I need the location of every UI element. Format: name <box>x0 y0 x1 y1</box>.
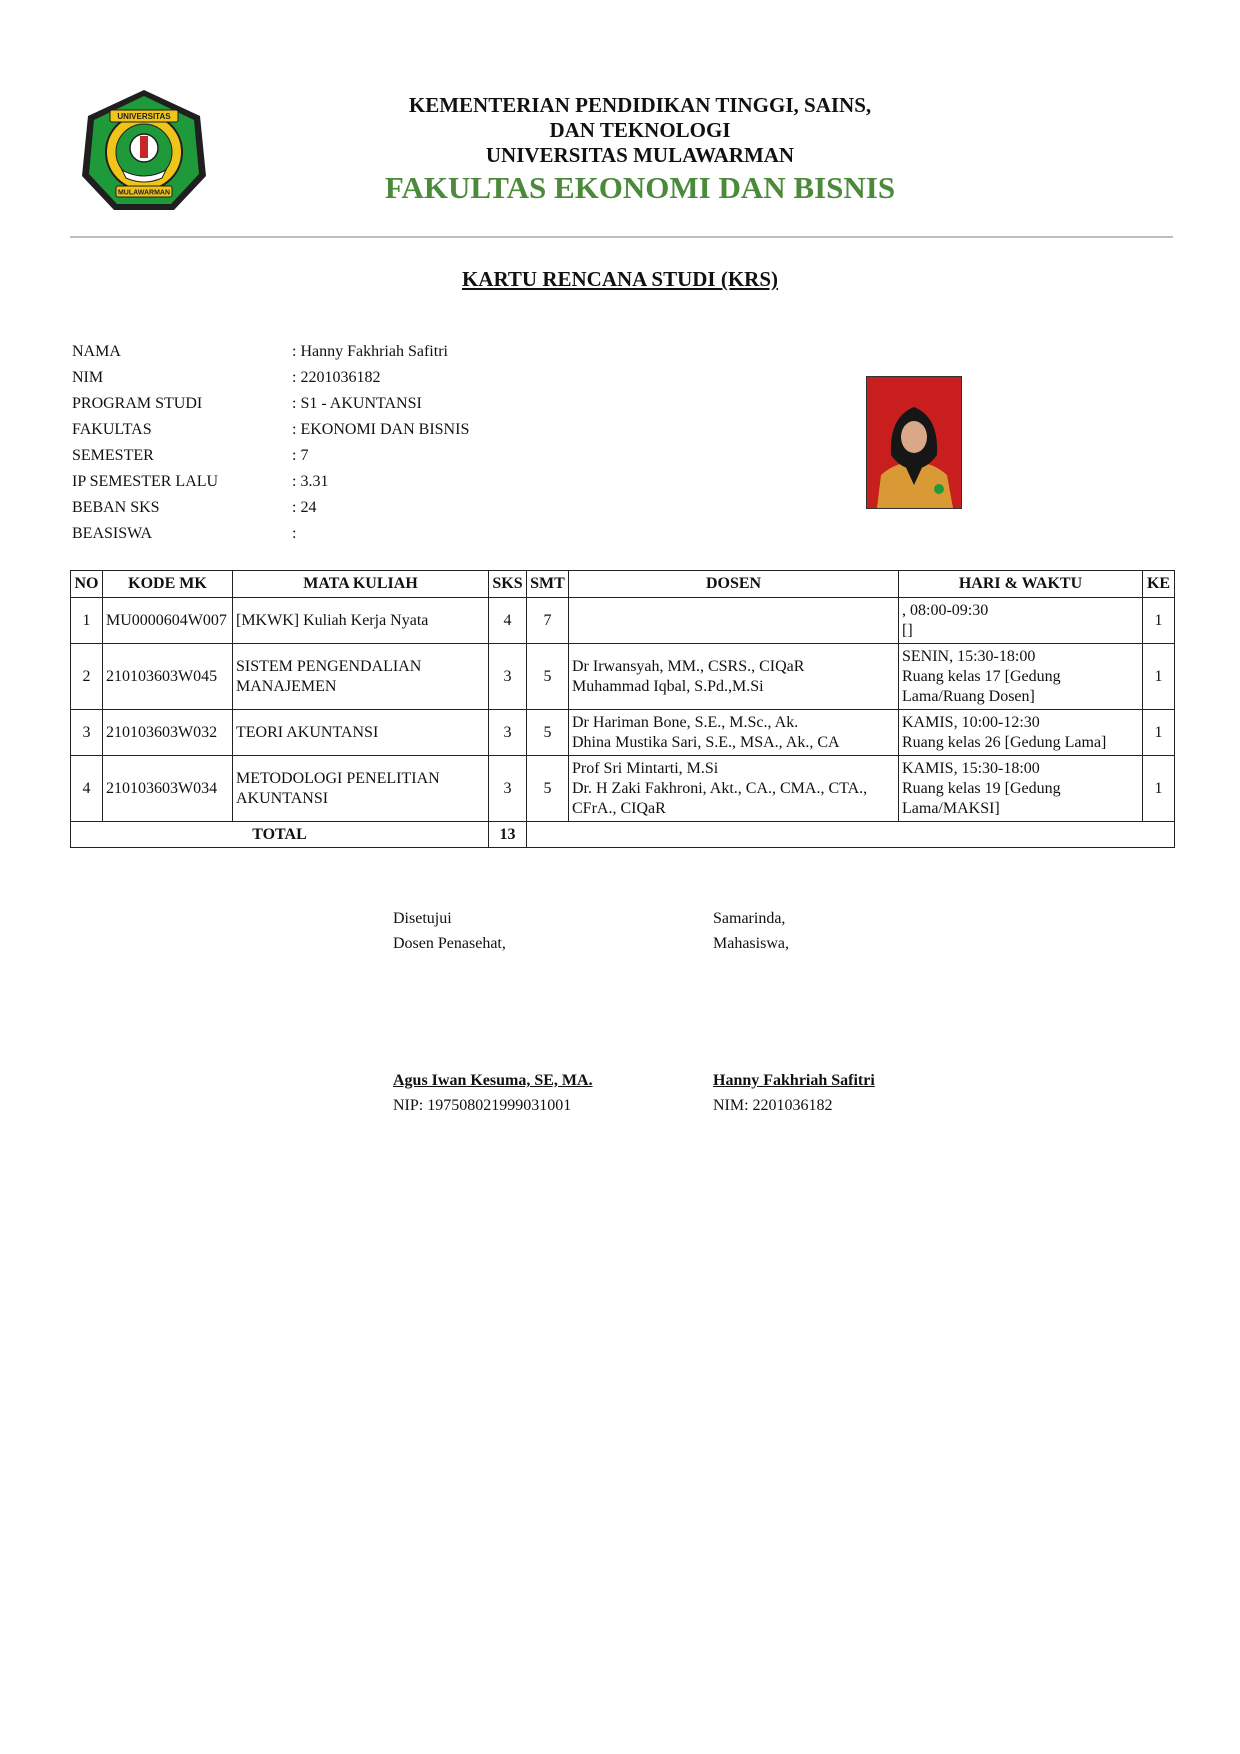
cell-kode-mk: 210103603W045 <box>103 644 233 710</box>
ministry-line-2: DAN TEKNOLOGI <box>549 118 731 142</box>
signature-space <box>713 956 875 1068</box>
cell-sks: 3 <box>489 756 527 822</box>
cell-mata-kuliah: METODOLOGI PENELITIAN AKUNTANSI <box>233 756 489 822</box>
info-value: : Hanny Fakhriah Safitri <box>292 343 448 360</box>
cell-hari-waktu: KAMIS, 10:00-12:30 Ruang kelas 26 [Gedung Lama] <box>899 710 1143 756</box>
advisor-nip: NIP: 197508021999031001 <box>393 1097 572 1114</box>
info-value: : 2201036182 <box>292 369 381 386</box>
info-value: : 7 <box>292 447 309 464</box>
total-empty-cell <box>527 822 1175 848</box>
cell-mata-kuliah: TEORI AKUNTANSI <box>233 710 489 756</box>
info-row-program-studi <box>72 391 469 417</box>
info-value: : 3.31 <box>292 473 329 490</box>
student-info <box>72 339 469 547</box>
info-label: BEASISWA <box>72 525 153 542</box>
student-city-label: Samarinda, <box>713 910 786 927</box>
cell-smt: 5 <box>527 710 569 756</box>
info-row-semester <box>72 443 469 469</box>
info-value: : S1 - AKUNTANSI <box>292 395 422 412</box>
krs-table <box>70 570 1175 848</box>
table-row <box>71 710 1175 756</box>
cell-kode-mk: MU0000604W007 <box>103 598 233 644</box>
col-header-ke: KE <box>1143 571 1175 598</box>
cell-no: 1 <box>71 598 103 644</box>
col-header-no: NO <box>71 571 103 598</box>
cell-mata-kuliah: [MKWK] Kuliah Kerja Nyata <box>233 598 489 644</box>
info-row-fakultas <box>72 417 469 443</box>
col-header-hari-waktu: HARI & WAKTU <box>899 571 1143 598</box>
col-header-dosen: DOSEN <box>569 571 899 598</box>
university-name: UNIVERSITAS MULAWARMAN <box>485 143 795 167</box>
cell-dosen <box>569 598 899 644</box>
info-label: PROGRAM STUDI <box>72 395 203 412</box>
cell-ke: 1 <box>1143 598 1175 644</box>
info-label: FAKULTAS <box>72 421 152 438</box>
table-row <box>71 756 1175 822</box>
cell-sks: 4 <box>489 598 527 644</box>
cell-kode-mk: 210103603W032 <box>103 710 233 756</box>
cell-hari-waktu: KAMIS, 15:30-18:00 Ruang kelas 19 [Gedung Lama/MAKSI] <box>899 756 1143 822</box>
info-row-ip <box>72 469 469 495</box>
cell-no: 2 <box>71 644 103 710</box>
col-header-smt: SMT <box>527 571 569 598</box>
cell-smt: 7 <box>527 598 569 644</box>
cell-smt: 5 <box>527 756 569 822</box>
info-label: SEMESTER <box>72 447 154 464</box>
student-signature-nim: NIM: 2201036182 <box>713 1097 833 1114</box>
info-row-beban-sks <box>72 495 469 521</box>
info-row-nama <box>72 339 469 365</box>
cell-kode-mk: 210103603W034 <box>103 756 233 822</box>
advisor-role-label: Dosen Penasehat, <box>393 935 506 952</box>
info-row-beasiswa <box>72 521 469 547</box>
info-label: NAMA <box>72 343 121 360</box>
page-title: KARTU RENCANA STUDI (KRS) <box>461 267 779 291</box>
info-value: : EKONOMI DAN BISNIS <box>292 421 470 438</box>
cell-dosen: Prof Sri Mintarti, M.Si Dr. H Zaki Fakhroni, Akt., CA., CMA., CTA., CFrA., CIQaR <box>569 756 899 822</box>
cell-hari-waktu: , 08:00-09:30 [] <box>899 598 1143 644</box>
cell-sks: 3 <box>489 644 527 710</box>
advisor-name: Agus Iwan Kesuma, SE, MA. <box>393 1072 593 1089</box>
logo-text-bottom: MULAWARMAN <box>117 189 171 197</box>
cell-ke: 1 <box>1143 710 1175 756</box>
cell-ke: 1 <box>1143 644 1175 710</box>
info-label: NIM <box>72 369 104 386</box>
logo-text-top: UNIVERSITAS <box>117 112 171 121</box>
signature-space <box>393 956 593 1068</box>
cell-dosen: Dr Hariman Bone, S.E., M.Sc., Ak. Dhina Mustika Sari, S.E., MSA., Ak., CA <box>569 710 899 756</box>
cell-sks: 3 <box>489 710 527 756</box>
cell-hari-waktu: SENIN, 15:30-18:00 Ruang kelas 17 [Gedung Lama/Ruang Dosen] <box>899 644 1143 710</box>
info-label: BEBAN SKS <box>72 499 160 516</box>
info-row-nim <box>72 365 469 391</box>
info-label: IP SEMESTER LALU <box>72 473 219 490</box>
table-row <box>71 644 1175 710</box>
cell-ke: 1 <box>1143 756 1175 822</box>
table-header-row <box>71 571 1175 598</box>
col-header-kode-mk: KODE MK <box>103 571 233 598</box>
letterhead <box>290 93 990 208</box>
signature-student <box>713 906 875 1118</box>
total-row <box>71 822 1175 848</box>
cell-smt: 5 <box>527 644 569 710</box>
student-signature-name: Hanny Fakhriah Safitri <box>713 1072 875 1089</box>
table-row <box>71 598 1175 644</box>
header-divider <box>70 236 1173 238</box>
signature-advisor <box>393 906 593 1118</box>
advisor-approved-label: Disetujui <box>393 910 452 927</box>
student-role-label: Mahasiswa, <box>713 935 789 952</box>
col-header-mata-kuliah: MATA KULIAH <box>233 571 489 598</box>
student-photo <box>866 376 962 509</box>
university-logo <box>78 86 210 214</box>
ministry-line-1: KEMENTERIAN PENDIDIKAN TINGGI, SAINS, <box>408 93 872 117</box>
info-value: : 24 <box>292 499 317 516</box>
col-header-sks: SKS <box>489 571 527 598</box>
cell-dosen: Dr Irwansyah, MM., CSRS., CIQaR Muhammad Iqbal, S.Pd.,M.Si <box>569 644 899 710</box>
total-sks: 13 <box>489 822 527 848</box>
faculty-name: FAKULTAS EKONOMI DAN BISNIS <box>384 170 896 205</box>
cell-no: 4 <box>71 756 103 822</box>
cell-no: 3 <box>71 710 103 756</box>
info-value: : <box>292 525 297 542</box>
cell-mata-kuliah: SISTEM PENGENDALIAN MANAJEMEN <box>233 644 489 710</box>
total-label: TOTAL <box>71 822 489 848</box>
